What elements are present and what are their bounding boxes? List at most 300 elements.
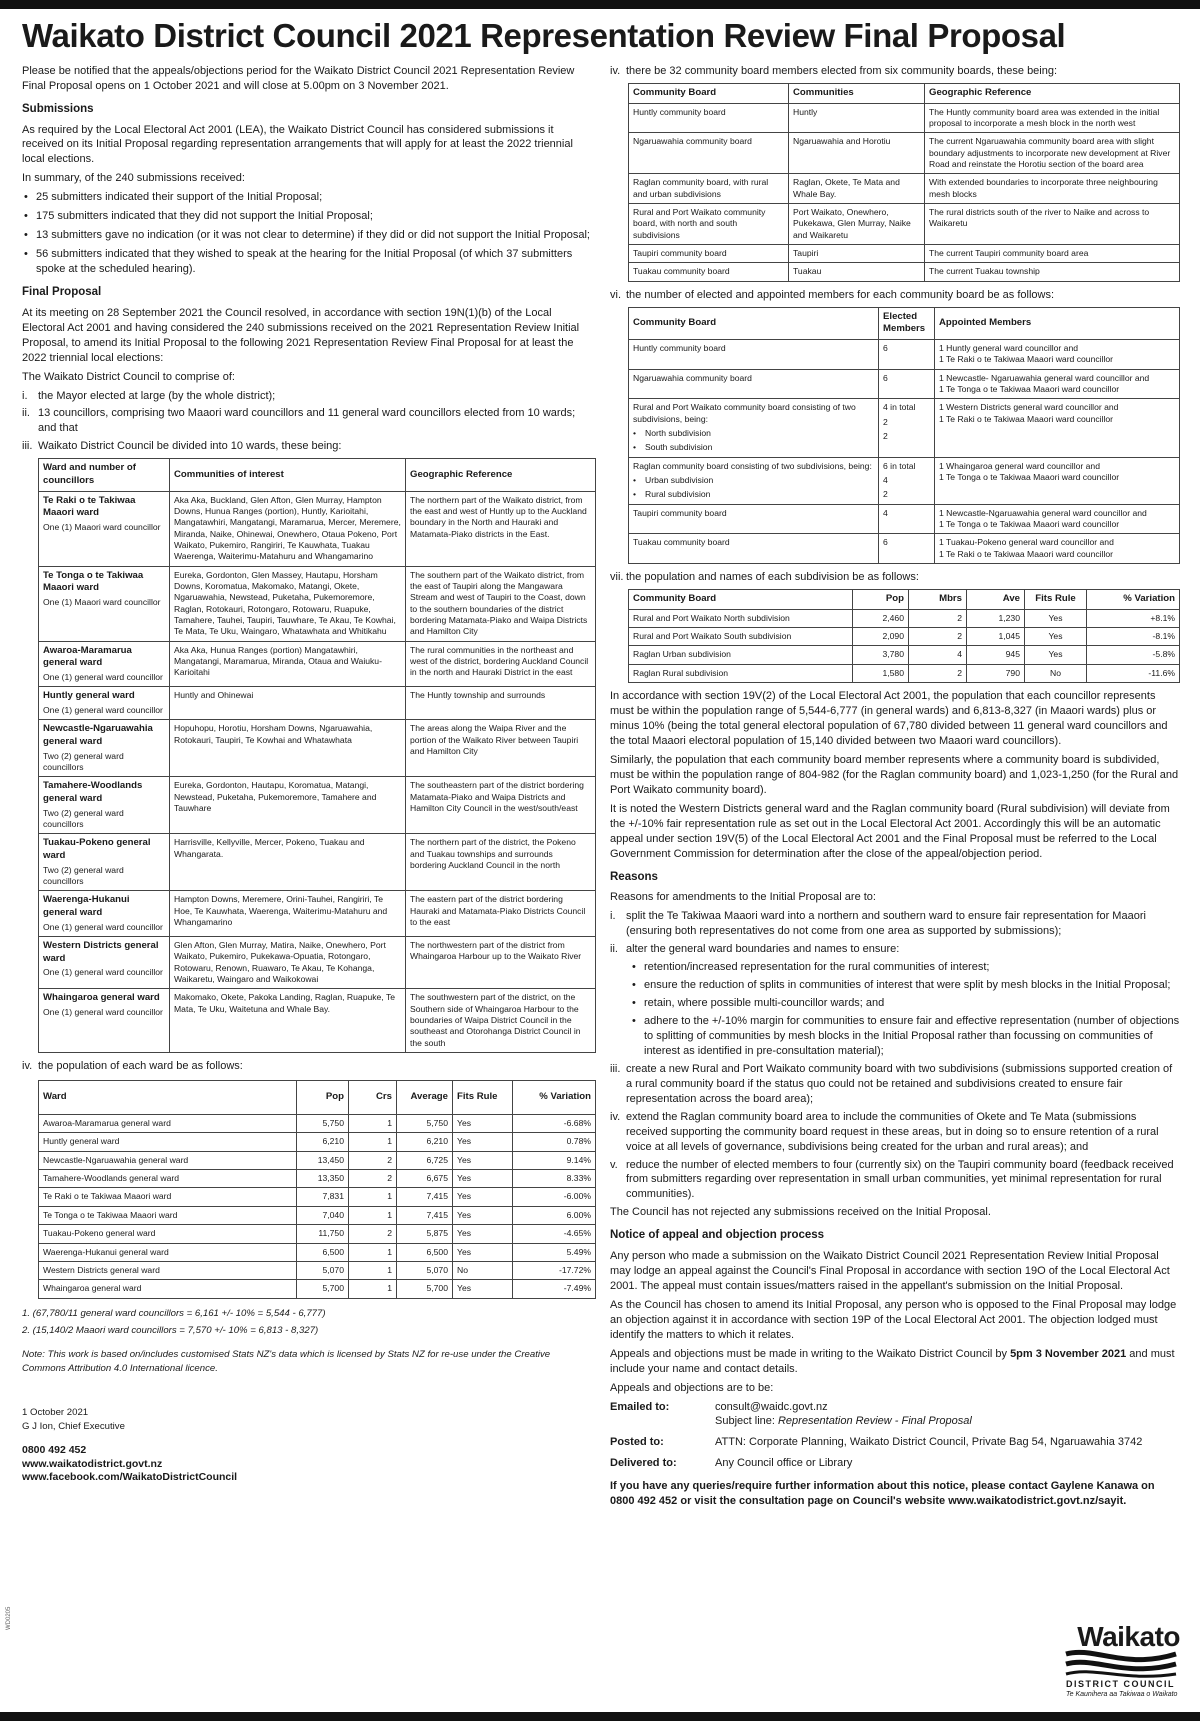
table-cell <box>935 457 1180 504</box>
bullet-icon: • <box>633 428 637 439</box>
appointed-member: 1 Te Tonga o te Takiwaa Maaori ward councillor <box>939 384 1120 395</box>
table-cell: 5,700 <box>297 1280 349 1298</box>
email-subject: Subject line: Representation Review - Final Proposal <box>715 1415 972 1428</box>
table-cell: Waerenga-Hukanui general ward <box>39 1243 297 1261</box>
website-link[interactable]: www.waikatodistrict.govt.nz <box>22 1457 163 1470</box>
column-header: Average <box>397 1081 453 1115</box>
table-row <box>39 566 596 641</box>
table-cell: Raglan, Okete, Te Mata and Whale Bay. <box>789 174 925 204</box>
list-item: i. split the Te Takiwaa Maaori ward into a northern and southern ward to ensure fair representation for Maaori (ensuring both representatives do not come from one area as supported by submissions); <box>610 910 1146 938</box>
table-cell: 2 <box>909 628 967 646</box>
list-item: • retain, where possible multi-councillor wards; and <box>630 996 1180 1011</box>
submissions-list <box>22 190 596 277</box>
table-cell: Huntly community board <box>629 103 789 133</box>
table-cell: 1 <box>349 1261 397 1279</box>
table-cell: Whaingaroa general ward <box>39 1280 297 1298</box>
table-cell: 1 <box>349 1188 397 1206</box>
table-cell: 2,090 <box>853 628 909 646</box>
list-item: ii. 13 councillors, comprising two Maaori ward councillors and 11 general ward councillors elected from 10 wards; and that <box>22 407 576 435</box>
table-row <box>629 204 1180 245</box>
table-cell: 4 <box>909 646 967 664</box>
column-header: Community Board <box>629 590 853 610</box>
table-cell: No <box>453 1261 513 1279</box>
table-cell: 5,700 <box>397 1280 453 1298</box>
list-item: • adhere to the +/-10% margin for communities to ensure fair and effective representation (number of objections to splitting of communities by mesh blocks in the Initial Proposal rather than focussing on communities of interest as identified in pre-consultation material); <box>630 1014 1180 1059</box>
logo-tagline: Te Kaunihera aa Takiwaa o Waikato <box>1066 1691 1178 1698</box>
table-cell: Yes <box>1025 646 1087 664</box>
elected-count: 4 in total <box>883 402 916 413</box>
reasons-intro: Reasons for amendments to the Initial Proposal are to: <box>610 891 876 904</box>
column-header: Fits Rule <box>1025 590 1087 610</box>
list-item: • retention/increased representation for the rural communities of interest; <box>630 960 1180 975</box>
table-cell: The Huntly township and surrounds <box>406 687 596 720</box>
ward-councillors: One (1) general ward councillor <box>43 705 163 716</box>
appointed-member: 1 Whaingaroa general ward councillor and <box>939 460 1100 471</box>
table-cell: The northern part of the Waikato district, from the east and west of Huntly up to the Auckland boundary in the North and Hauraki and Matamata-Piako districts in the East. <box>406 491 596 566</box>
table-row <box>39 491 596 566</box>
table-cell: 2 <box>349 1225 397 1243</box>
board-name: Huntly community board <box>633 343 726 353</box>
column-header: Geographic Reference <box>406 459 596 491</box>
table-cell: Huntly and Ohinewai <box>170 687 406 720</box>
table-row <box>629 628 1180 646</box>
ward-name: Tamahere-Woodlands general ward <box>43 780 143 805</box>
table-cell: The areas along the Waipa River and the portion of the Waikato River between Taupiri and Hamilton City <box>406 720 596 777</box>
board-range-paragraph: Similarly, the population that each community board member represents where a community board is subdivided, must be within the population range of 804-982 (for the Raglan community board) and 1,023-1,250 (for the Rural and Port Waikato community board). <box>610 753 1179 796</box>
table-cell: 6,210 <box>397 1133 453 1151</box>
submissions-paragraph: As required by the Local Electoral Act 2001 (LEA), the Waikato District Council has considered submissions it received on its Initial Proposal regarding representation arrangements that will apply for at least the 2022 triennial local elections. <box>22 123 573 166</box>
column-header: Communities of interest <box>170 459 406 491</box>
table-cell: 13,450 <box>297 1151 349 1169</box>
query-paragraph: If you have any queries/require further information about this notice, please contact Gaylene Kanawa on 0800 492 452 or visit the consultation page on Council's website www.waikatodistrict.govt.nz/sayit. <box>610 1480 1155 1508</box>
table-row <box>39 687 596 720</box>
column-header: % Variation <box>513 1081 596 1115</box>
logo-wordmark: Waikato <box>1077 1621 1180 1652</box>
ward-name: Newcastle-Ngaruawahia general ward <box>43 723 153 748</box>
population-intro: iv. the population of each ward be as follows: <box>22 1060 243 1073</box>
ward-name: Te Tonga o te Takiwaa Maaori ward <box>43 569 144 594</box>
table-cell: Eureka, Gordonton, Glen Massey, Hautapu, Horsham Downs, Koromatua, Makomako, Matangi, Okete, Ngaruawahia, Newstead, Puketaha, Pukemoremore, Raglan, Rotokauri, Rotongaro, Rotowaru, Ruapuke, Tamahere, Tauhei, Taupiri, Tauwhare, Te Akau, Te Kowhai, Te Mata, Te Uku, Waingaro, Whatawhata and Whitikahu <box>170 566 406 641</box>
community-boards-table <box>628 83 1180 282</box>
table-cell <box>39 937 170 989</box>
appointed-member: 1 Te Raki o te Takiwaa Maaori ward councillor <box>939 548 1114 559</box>
ward-councillors: One (1) general ward councillor <box>43 672 163 683</box>
table-row <box>39 1280 596 1298</box>
final-proposal-paragraph: At its meeting on 28 September 2021 the Council resolved, in accordance with section 19N(1)(b) of the Local Electoral Act 2001 and having considered the 240 submissions received on the 2021 Representation Review Initial Proposal, to amend its Initial Proposal to the following 2021 Representation Review Final Proposal for at least the 2022 triennial local elections: <box>22 306 580 364</box>
appointed-member: 1 Te Tonga o te Takiwaa Maaori ward councillor <box>939 472 1120 483</box>
table-cell: Taupiri <box>789 245 925 263</box>
table-cell: 6,500 <box>297 1243 349 1261</box>
table-row <box>629 263 1180 281</box>
table-cell: Western Districts general ward <box>39 1261 297 1279</box>
table-row <box>629 133 1180 174</box>
table-cell: 2 <box>909 664 967 682</box>
column-header: Geographic Reference <box>925 83 1180 103</box>
table-row <box>39 1243 596 1261</box>
elected-count: 6 in total <box>883 460 916 471</box>
submission-methods <box>610 1400 1180 1472</box>
table-cell: Te Tonga o te Takiwaa Maaori ward <box>39 1206 297 1224</box>
board-name: Ngaruawahia community board <box>633 372 752 383</box>
table-cell: Port Waikato, Onewhero, Pukekawa, Glen Murray, Naike and Waikaretu <box>789 204 925 245</box>
table-row <box>629 174 1180 204</box>
table-cell <box>879 457 935 504</box>
table-cell: Harrisville, Kellyville, Mercer, Pokeno, Tuakau and Whangarata. <box>170 834 406 891</box>
board-name: Rural and Port Waikato community board consisting of two subdivisions, being: <box>633 402 856 424</box>
table-row <box>39 720 596 777</box>
table-row <box>629 504 1180 534</box>
members-intro: vi. the number of elected and appointed members for each community board be as follows: <box>610 288 1055 301</box>
table-cell <box>39 777 170 834</box>
table-cell: Yes <box>453 1115 513 1133</box>
subdivision-item: • Rural subdivision <box>633 489 711 500</box>
column-header: Ave <box>967 590 1025 610</box>
top-border <box>0 0 1200 9</box>
sub-elected-count: 2 <box>883 489 888 500</box>
table-cell: 0.78% <box>513 1133 596 1151</box>
table-cell: 11,750 <box>297 1225 349 1243</box>
table-cell: The southwestern part of the district, on the Southern side of Whaingaroa Harbour to the boundaries of Waipa District Council in the southeast and Otorohanga District Council in the south <box>406 989 596 1053</box>
waikato-logo <box>1062 1618 1180 1708</box>
table-cell <box>629 504 879 534</box>
emailed-label: Emailed to: <box>610 1400 670 1413</box>
ward-name: Awaroa-Maramarua general ward <box>43 644 132 669</box>
appointed-member: 1 Tuakau-Pokeno general ward councillor and <box>939 537 1114 548</box>
table-cell: 6,725 <box>397 1151 453 1169</box>
table-row <box>629 664 1180 682</box>
board-name: Tuakau community board <box>633 537 730 548</box>
reasons-heading: Reasons <box>610 870 658 883</box>
table-row <box>39 989 596 1053</box>
list-item: • 175 submitters indicated that they did not support the Initial Proposal; <box>22 209 596 224</box>
table-row <box>629 245 1180 263</box>
reference-code: WD0205 <box>6 1606 12 1630</box>
table-cell: The southeastern part of the district bordering Matamata-Piako and Waipa Districts and Hamilton City Council in the west/south/east <box>406 777 596 834</box>
stats-note: Note: This work is based on/includes customised Stats NZ's data which is licensed by Stats NZ for re-use under the Creative Commons Attribution 4.0 International licence. <box>22 1349 551 1375</box>
table-cell <box>39 720 170 777</box>
submissions-summary: In summary, of the 240 submissions received: <box>22 172 245 185</box>
list-item: • 25 submitters indicated their support of the Initial Proposal; <box>22 190 596 205</box>
table-cell: 2,460 <box>853 609 909 627</box>
table-cell: 2 <box>909 609 967 627</box>
table-cell: Aka Aka, Buckland, Glen Afton, Glen Murray, Hampton Downs, Hunua Ranges (portion), Huntly, Karioitahi, Mangatawhiri, Mangatangi, Maramarua, Mercer, Meremere, Miranda, Naike, Ohinewai, Onewhero, Otaua Pokeno, Port Waikato, Pukemiro, Rangiriri, Te Kauwhata, Tuakau Waerenga, Waiterimu-Matahuru and Whangamarino <box>170 491 406 566</box>
list-item: • 56 submitters indicated that they wished to speak at the hearing for the Initial Proposal (of which 37 submitters spoke at the scheduled hearing). <box>22 247 596 277</box>
table-cell <box>39 687 170 720</box>
table-cell <box>39 989 170 1053</box>
elected-count: 6 <box>883 372 888 383</box>
logo-wave-icon <box>1064 1648 1178 1678</box>
table-cell: Yes <box>453 1188 513 1206</box>
ward-name: Whaingaroa general ward <box>43 992 160 1004</box>
table-cell: Yes <box>453 1206 513 1224</box>
table-row <box>39 777 596 834</box>
table-cell: 7,415 <box>397 1188 453 1206</box>
table-cell: 5,750 <box>397 1115 453 1133</box>
table-cell: Raglan community board, with rural and urban subdivisions <box>629 174 789 204</box>
table-cell: The current Tuakau township <box>925 263 1180 281</box>
reasons-list <box>610 909 1180 1202</box>
column-header: Community Board <box>629 307 879 339</box>
table-cell: +8.1% <box>1087 609 1180 627</box>
table-row <box>39 1170 596 1188</box>
table-cell: -8.1% <box>1087 628 1180 646</box>
elected-count: 6 <box>883 537 888 548</box>
table-cell <box>629 340 879 370</box>
table-cell: Yes <box>1025 609 1087 627</box>
left-column <box>22 64 596 1485</box>
table-cell: 5,875 <box>397 1225 453 1243</box>
column-header: Fits Rule <box>453 1081 513 1115</box>
wards-table <box>38 458 596 1053</box>
logo-subtitle: DISTRICT COUNCIL <box>1066 1679 1175 1689</box>
table-cell: 2 <box>349 1170 397 1188</box>
table-cell: -5.8% <box>1087 646 1180 664</box>
table-cell: The current Ngaruawahia community board area with slight boundary adjustments to incorporate new development at River Road and reinstate the Horotiu section of the board area <box>925 133 1180 174</box>
sub-elected-count: 4 <box>883 475 888 486</box>
table-cell: Raglan Urban subdivision <box>629 646 853 664</box>
table-row <box>39 1133 596 1151</box>
table-cell: Te Raki o te Takiwaa Maaori ward <box>39 1188 297 1206</box>
table-row <box>39 891 596 937</box>
table-cell: 5,750 <box>297 1115 349 1133</box>
table-cell: Huntly general ward <box>39 1133 297 1151</box>
table-cell: The rural communities in the northeast and west of the district, bordering Auckland Council in the north and Hauraki District in the east <box>406 641 596 687</box>
appointed-member: 1 Newcastle-Ngaruawahia general ward councillor and <box>939 507 1147 518</box>
table-cell: The eastern part of the district bordering Hauraki and Matamata-Piako Districts Council to the east <box>406 891 596 937</box>
table-row <box>39 834 596 891</box>
posted-label: Posted to: <box>610 1436 664 1449</box>
ward-name: Western Districts general ward <box>43 940 159 964</box>
contact-block <box>22 1444 596 1485</box>
delivery-location: Any Council office or Library <box>715 1457 853 1470</box>
subdivision-item: • North subdivision <box>633 428 711 439</box>
table-cell <box>879 504 935 534</box>
table-cell: -4.65% <box>513 1225 596 1243</box>
column-header: Pop <box>853 590 909 610</box>
table-cell: 7,831 <box>297 1188 349 1206</box>
table-cell: Huntly <box>789 103 925 133</box>
postal-address: ATTN: Corporate Planning, Waikato District Council, Private Bag 54, Ngaruawahia 3742 <box>715 1436 1143 1449</box>
table-cell: The Huntly community board area was extended in the initial proposal to incorporate a mesh block in the north west <box>925 103 1180 133</box>
column-header: Appointed Members <box>935 307 1180 339</box>
appointed-member: 1 Newcastle- Ngaruawahia general ward councillor and <box>939 372 1150 383</box>
column-header: Elected Members <box>879 307 935 339</box>
table-cell: Rural and Port Waikato South subdivision <box>629 628 853 646</box>
table-row <box>39 1261 596 1279</box>
table-cell: Raglan Rural subdivision <box>629 664 853 682</box>
table-cell: The southern part of the Waikato district, from the east of Taupiri along the Mangawara Stream and west of Taupiri to the Coast, down to the southern boundaries of the district bordering Matamata-Piako and Waipa Districts and Hamilton City <box>406 566 596 641</box>
table-cell: -7.49% <box>513 1280 596 1298</box>
ward-name: Tuakau-Pokeno general ward <box>43 837 151 862</box>
ward-councillors: Two (2) general ward councillors <box>43 807 124 830</box>
table-cell: The rural districts south of the river to Naike and across to Waikaretu <box>925 204 1180 245</box>
table-cell: 13,350 <box>297 1170 349 1188</box>
sub-elected-count: 2 <box>883 431 888 442</box>
table-cell: 1,580 <box>853 664 909 682</box>
table-row <box>39 1206 596 1224</box>
table-cell: 5.49% <box>513 1243 596 1261</box>
table-row <box>39 1188 596 1206</box>
table-cell: Yes <box>1025 628 1087 646</box>
bullet-icon: • <box>633 489 637 500</box>
table-cell: 5,070 <box>297 1261 349 1279</box>
appeal-paragraph: Any person who made a submission on the Waikato District Council 2021 Representation Review Initial Proposal may lodge an appeal against the Council's Final Proposal in accordance with section 19O of the Local Electoral Act 2001. The appeal must contain issues/matters raised in the appellant's submission on the Initial Proposal. <box>610 1249 1170 1292</box>
table-cell: The northern part of the district, the Pokeno and Tuakau townships and surrounds bordering Auckland Council in the north <box>406 834 596 891</box>
table-cell <box>935 399 1180 457</box>
subdivision-item: • Urban subdivision <box>633 475 714 486</box>
table-cell: Ngaruawahia and Horotiu <box>789 133 925 174</box>
table-cell: 1 <box>349 1206 397 1224</box>
ward-name: Huntly general ward <box>43 690 135 702</box>
table-cell: -6.68% <box>513 1115 596 1133</box>
column-header: Mbrs <box>909 590 967 610</box>
ward-name: Te Raki o te Takiwaa Maaori ward <box>43 494 136 519</box>
table-cell: -11.6% <box>1087 664 1180 682</box>
column-header: Communities <box>789 83 925 103</box>
table-row <box>629 646 1180 664</box>
list-item: iii. Waikato District Council be divided into 10 wards, these being: <box>22 440 342 453</box>
ward-councillors: One (1) Maaori ward councillor <box>43 521 161 532</box>
table-cell <box>629 399 879 457</box>
table-cell: Hampton Downs, Meremere, Orini-Tauhei, Rangiriri, Te Hoe, Te Kauwhata, Waerenga, Waiterimu-Matahuru and Whangamarino <box>170 891 406 937</box>
table-cell <box>935 369 1180 399</box>
table-cell: Yes <box>453 1243 513 1261</box>
table-cell: Yes <box>453 1225 513 1243</box>
table-row <box>629 534 1180 564</box>
email-address[interactable]: consult@waidc.govt.nz <box>715 1400 828 1413</box>
table-cell: The northwestern part of the district from Whaingaroa Harbour up to the Waikato River <box>406 937 596 989</box>
table-cell: 945 <box>967 646 1025 664</box>
signoff-date: 1 October 2021 <box>22 1407 89 1419</box>
table-row <box>629 369 1180 399</box>
table-cell: Rural and Port Waikato North subdivision <box>629 609 853 627</box>
table-row <box>39 937 596 989</box>
table-cell: Yes <box>453 1151 513 1169</box>
subdivision-table <box>628 589 1180 683</box>
column-header: Community Board <box>629 83 789 103</box>
table-cell <box>879 534 935 564</box>
table-row <box>39 1115 596 1133</box>
members-table <box>628 307 1180 564</box>
table-cell <box>39 641 170 687</box>
table-cell: 9.14% <box>513 1151 596 1169</box>
table-cell: 1 <box>349 1280 397 1298</box>
table-cell: -6.00% <box>513 1188 596 1206</box>
appointed-member: 1 Huntly general ward councillor and <box>939 343 1079 353</box>
delivered-label: Delivered to: <box>610 1457 677 1470</box>
table-cell: 1,045 <box>967 628 1025 646</box>
appointed-member: 1 Te Tonga o te Takiwaa Maaori ward councillor <box>939 519 1120 530</box>
table-cell: 7,040 <box>297 1206 349 1224</box>
deviation-paragraph: It is noted the Western Districts general ward and the Raglan community board (Rural subdivision) will deviate from the +/-10% fair representation rule as set out in the Local Electoral Act 2001. Accordingly this will be an automatic appeal under section 19V(5) of the Local Electoral Act 2001 and the Final Proposal must be referred to the Local Government Commission for determination after the close of the appeal/objection period. <box>610 802 1170 860</box>
table-cell: Makomako, Okete, Pakoka Landing, Raglan, Ruapuke, Te Mata, Te Uku, Waitetuna and Whale Bay. <box>170 989 406 1053</box>
table-cell: 6,500 <box>397 1243 453 1261</box>
appointed-member: 1 Western Districts general ward councillor and <box>939 402 1119 413</box>
table-cell: Tuakau community board <box>629 263 789 281</box>
submissions-heading: Submissions <box>22 102 94 115</box>
table-cell: 6,675 <box>397 1170 453 1188</box>
elected-count: 4 <box>883 507 888 518</box>
subdivision-item: • South subdivision <box>633 442 713 453</box>
right-column <box>610 64 1180 1513</box>
appointed-member: 1 Te Raki o te Takiwaa Maaori ward councillor <box>939 413 1114 424</box>
table-cell <box>39 834 170 891</box>
column-header: Pop <box>297 1081 349 1115</box>
table-cell: -17.72% <box>513 1261 596 1279</box>
final-proposal-heading: Final Proposal <box>22 286 102 299</box>
table-cell: Aka Aka, Hunua Ranges (portion) Mangatawhiri, Mangatangi, Maramarua, Miranda, Otaua and Waiuku-Karioitahi <box>170 641 406 687</box>
table-row <box>39 1225 596 1243</box>
ward-population-table <box>38 1080 596 1298</box>
list-item: ii. alter the general ward boundaries and names to ensure: • retention/increased representation for the rural communities of interest; • ensure the reduction of splits in communities of interest that were split by mesh blocks in the Initial Proposal; • retain, where possible multi-councillor wards; and • adhere to the +/-10% margin for communities to ensure fair and effective representation (number of objections to splitting of communities by mesh blocks in the Initial Proposal rather than focussing on communities of interest as identified in pre-consultation material); <box>610 942 1180 1059</box>
council-comprise-text: The Waikato District Council to comprise of: <box>22 370 235 383</box>
table-cell: No <box>1025 664 1087 682</box>
list-item: iv. extend the Raglan community board area to include the communities of Okete and Te Mata (submissions received supporting the community board request in these areas, but in doing so to ensure retention of a rural voice at all levels of governance, subdivisions being created for the urban and rural areas); and <box>610 1110 1159 1153</box>
table-cell <box>935 340 1180 370</box>
ward-councillors: One (1) general ward councillor <box>43 967 163 978</box>
table-cell: Yes <box>453 1133 513 1151</box>
column-header: % Variation <box>1087 590 1180 610</box>
table-row <box>39 641 596 687</box>
table-cell: Awaroa-Maramarua general ward <box>39 1115 297 1133</box>
table-cell: The current Taupiri community board area <box>925 245 1180 263</box>
table-cell <box>879 340 935 370</box>
column-header: Ward and number of councillors <box>39 459 170 491</box>
list-item: • 13 submitters gave no indication (or it was not clear to determine) if they did or did not support the Initial Proposal; <box>22 228 596 243</box>
table-cell: 6.00% <box>513 1206 596 1224</box>
table-cell: Tamahere-Woodlands general ward <box>39 1170 297 1188</box>
objection-paragraph: As the Council has chosen to amend its Initial Proposal, any person who is opposed to the Final Proposal may lodge an objection against it in accordance with section 19P of the Local Electoral Act 2001. The objection lodged must identify the matters to which it relates. <box>610 1298 1177 1341</box>
intro-paragraph: Please be notified that the appeals/objections period for the Waikato District Council 2021 Representation Review Final Proposal opens on 1 October 2021 and will close at 5.00pm on 3 November 2021. <box>22 65 575 92</box>
bottom-border <box>0 1712 1200 1721</box>
table-cell <box>879 369 935 399</box>
table-cell: Ngaruawahia community board <box>629 133 789 174</box>
table-cell: 8.33% <box>513 1170 596 1188</box>
appointed-member: 1 Te Raki o te Takiwaa Maaori ward councillor <box>939 354 1114 365</box>
table-cell: Eureka, Gordonton, Hautapu, Koromatua, Matangi, Newstead, Puketaha, Pukemoremore, Tamahere and Tauwhare <box>170 777 406 834</box>
proposal-list <box>22 389 596 455</box>
bullet-icon: • <box>633 475 637 486</box>
ward-councillors: Two (2) general ward councillors <box>43 864 124 887</box>
table-cell <box>879 399 935 457</box>
deadline-paragraph: Appeals and objections must be made in writing to the Waikato District Council by 5pm 3 November 2021 and must include your name and contact details. <box>610 1347 1175 1375</box>
table-row <box>629 609 1180 627</box>
subdivision-intro: vii. the population and names of each subdivision be as follows: <box>610 571 919 584</box>
table-cell <box>629 534 879 564</box>
table-cell: Taupiri community board <box>629 245 789 263</box>
table-cell: 1 <box>349 1115 397 1133</box>
ward-councillors: One (1) general ward councillor <box>43 1007 163 1018</box>
table-row <box>629 103 1180 133</box>
table-cell: Rural and Port Waikato community board, with north and south subdivisions <box>629 204 789 245</box>
facebook-link[interactable]: www.facebook.com/WaikatoDistrictCouncil <box>22 1471 238 1484</box>
community-boards-intro: iv. there be 32 community board members elected from six community boards, these being: <box>610 65 1058 77</box>
board-name: Raglan community board consisting of two subdivisions, being: <box>633 460 872 471</box>
table-cell: Yes <box>453 1280 513 1298</box>
bullet-icon: • <box>633 442 637 453</box>
table-cell <box>935 504 1180 534</box>
footnote: 2. (15,140/2 Maaori ward councillors = 7,570 +/- 10% = 6,813 - 8,327) <box>22 1325 319 1337</box>
page-title: Waikato District Council 2021 Representation Review Final Proposal <box>22 17 1066 54</box>
table-row <box>629 399 1180 457</box>
column-header: Ward <box>39 1081 297 1115</box>
table-cell: 5,070 <box>397 1261 453 1279</box>
list-item: v. reduce the number of elected members to four (currently six) on the Taupiri community board (feedback received from submitters regarding over representation in small urban communities, yet minimal representation for rural communities). <box>610 1158 1174 1201</box>
table-cell: Tuakau <box>789 263 925 281</box>
elected-count: 6 <box>883 343 888 353</box>
table-cell: 6,210 <box>297 1133 349 1151</box>
table-cell <box>935 534 1180 564</box>
